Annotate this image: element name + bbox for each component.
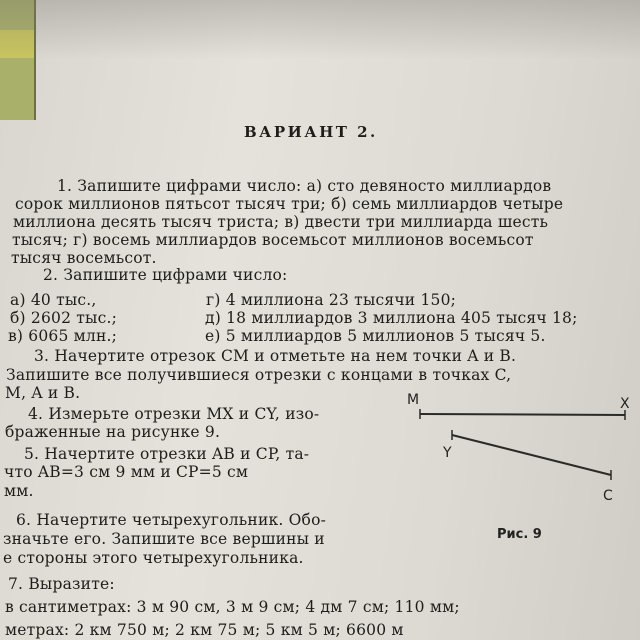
task2-item-a: а) 40 тыс., xyxy=(10,291,97,309)
task7-line-1: 7. Выразите: xyxy=(8,575,115,593)
variant-title: ВАРИАНТ 2. xyxy=(244,123,378,141)
figure-9-drawing xyxy=(395,390,640,550)
task1-line-3: миллиона десять тысяч триста; в) двести три миллиарда шесть xyxy=(13,213,549,231)
task3-line-3: M, A и B. xyxy=(5,384,81,402)
task5-line-1: 5. Начертите отрезки AB и CP, та- xyxy=(24,445,310,463)
label-x: X xyxy=(620,396,630,412)
task7-line-3: метрах: 2 км 750 м; 2 км 75 м; 5 км 5 м; 6600 м xyxy=(5,621,404,639)
segment-mx xyxy=(420,414,625,415)
label-y: Y xyxy=(443,445,452,461)
task2-item-e: е) 5 миллиардов 5 миллионов 5 тысяч 5. xyxy=(205,327,546,345)
label-c: C xyxy=(603,488,613,504)
task4-line-1: 4. Измерьте отрезки MX и CY, изо- xyxy=(28,405,320,423)
task1-line-1: 1. Запишите цифрами число: а) сто девяносто миллиардов xyxy=(57,177,552,195)
task1-line-4: тысяч; г) восемь миллиардов восемьсот миллионов восемьсот xyxy=(12,231,534,249)
task2-item-v: в) 6065 млн.; xyxy=(8,327,118,345)
task5-line-2: что AB=3 см 9 мм и CP=5 см xyxy=(4,463,249,481)
task2-item-b: б) 2602 тыс.; xyxy=(10,309,118,327)
task5-line-3: мм. xyxy=(4,482,34,500)
task1-line-2: сорок миллионов пятьсот тысяч три; б) семь миллиардов четыре xyxy=(15,195,564,213)
segment-cy xyxy=(452,435,611,475)
page-shadow xyxy=(0,0,640,60)
task6-line-2: значьте его. Запишите все вершины и xyxy=(3,530,325,548)
task1-line-5: тысяч восемьсот. xyxy=(11,249,157,267)
figure-caption: Рис. 9 xyxy=(497,527,542,542)
figure-9 xyxy=(395,390,640,550)
task4-line-2: браженные на рисунке 9. xyxy=(5,423,221,441)
task3-line-2: Запишите все получившиеся отрезки с концами в точках C, xyxy=(6,366,512,384)
label-m: M xyxy=(407,392,420,408)
task3-line-1: 3. Начертите отрезок CM и отметьте на нем точки A и B. xyxy=(34,347,517,365)
task6-line-3: е стороны этого четырехугольника. xyxy=(3,549,304,567)
task2-item-g: г) 4 миллиона 23 тысячи 150; xyxy=(206,291,457,309)
task2-heading: 2. Запишите цифрами число: xyxy=(43,266,288,284)
task6-line-1: 6. Начертите четырехугольник. Обо- xyxy=(16,511,327,529)
task7-line-2: в сантиметрах: 3 м 90 см, 3 м 9 см; 4 дм 7 см; 110 мм; xyxy=(5,598,460,616)
task2-item-d: д) 18 миллиардов 3 миллиона 405 тысяч 18; xyxy=(205,309,578,327)
